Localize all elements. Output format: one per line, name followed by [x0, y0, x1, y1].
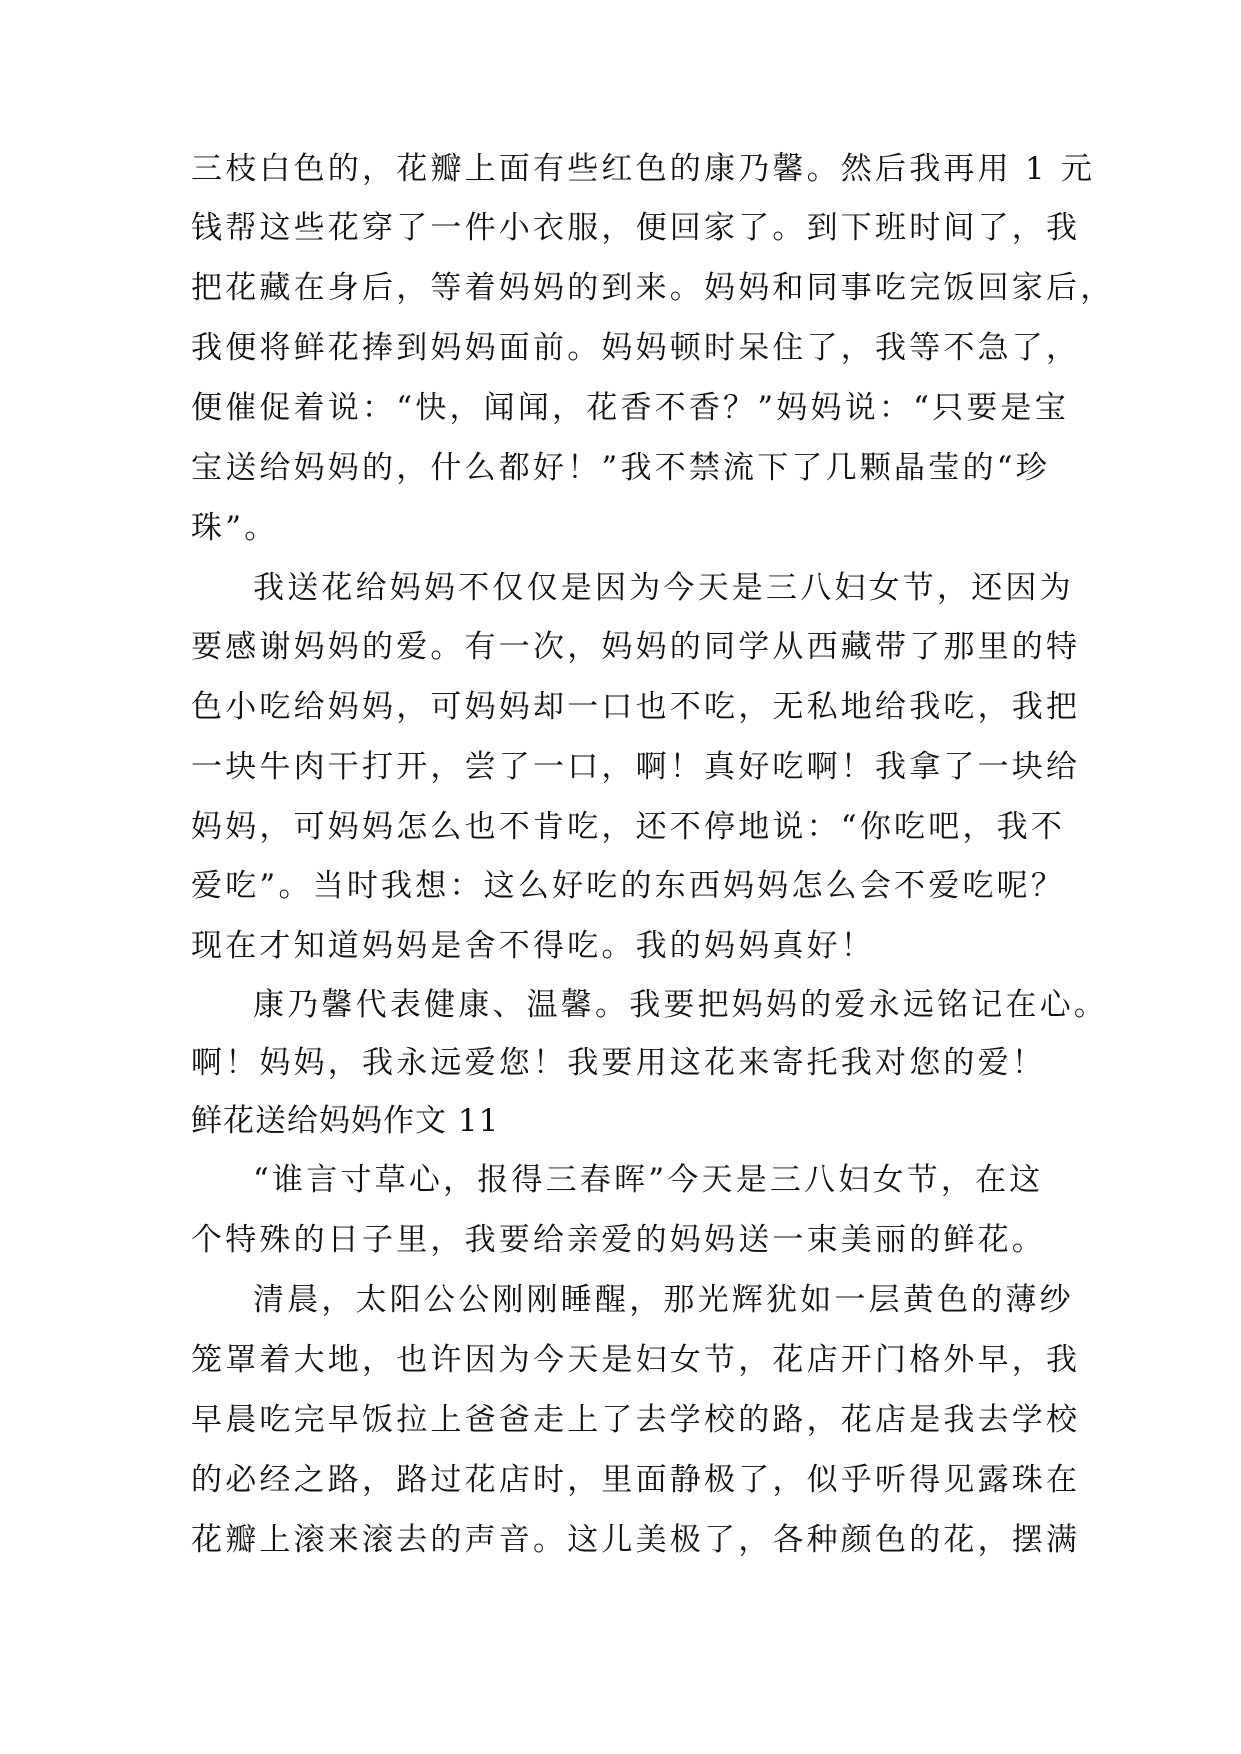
text-line: 的必经之路，路过花店时，里面静极了，似乎听得见露珠在 [191, 1462, 1081, 1498]
section-title: 鲜花送给妈妈作文 11 [191, 1103, 500, 1139]
text-line: 我便将鲜花捧到妈妈面前。妈妈顿时呆住了，我等不急了， [191, 330, 1081, 366]
text-line: 一块牛肉干打开，尝了一口，啊！真好吃啊！我拿了一块给 [191, 749, 1081, 785]
text-line: 钱帮这些花穿了一件小衣服，便回家了。到下班时间了，我 [191, 210, 1081, 246]
paragraph-first-line: “谁言寸草心，报得三春晖”今天是三八妇女节，在这 [253, 1162, 1044, 1198]
text-line: 便催促着说：“快，闻闻，花香不香？”妈妈说：“只要是宝 [191, 390, 1069, 426]
text-line: 三枝白色的，花瓣上面有些红色的康乃馨。然后我再用 1 元 [191, 151, 1096, 187]
text-line: 要感谢妈妈的爱。有一次，妈妈的同学从西藏带了那里的特 [191, 629, 1081, 665]
text-line: 妈妈，可妈妈怎么也不肯吃，还不停地说：“你吃吧，我不 [191, 809, 1066, 845]
text-line: 色小吃给妈妈，可妈妈却一口也不吃，无私地给我吃，我把 [191, 689, 1081, 725]
text-line: 宝送给妈妈的，什么都好！”我不禁流下了几颗晶莹的“珍 [191, 450, 1050, 486]
paragraph-first-line: 清晨，太阳公公刚刚睡醒，那光辉犹如一层黄色的薄纱 [253, 1282, 1074, 1318]
text-line: 笼罩着大地，也许因为今天是妇女节，花店开门格外早，我 [191, 1342, 1081, 1378]
text-line: 啊！妈妈，我永远爱您！我要用这花来寄托我对您的爱！ [191, 1045, 1046, 1081]
paragraph-first-line: 康乃馨代表健康、温馨。我要把妈妈的爱永远铭记在心。 [253, 987, 1108, 1023]
text-line: 个特殊的日子里，我要给亲爱的妈妈送一束美丽的鲜花。 [191, 1222, 1046, 1258]
text-line: 爱吃”。当时我想：这么好吃的东西妈妈怎么会不爱吃呢？ [191, 868, 1066, 904]
text-line: 花瓣上滚来滚去的声音。这儿美极了，各种颜色的花，摆满 [191, 1522, 1081, 1558]
text-line: 早晨吃完早饭拉上爸爸走上了去学校的路，花店是我去学校 [191, 1402, 1081, 1438]
text-line: 珠”。 [191, 510, 279, 546]
text-line: 把花藏在身后，等着妈妈的到来。妈妈和同事吃完饭回家后， [191, 270, 1115, 306]
paragraph-first-line: 我送花给妈妈不仅仅是因为今天是三八妇女节，还因为 [253, 570, 1074, 606]
text-line: 现在才知道妈妈是舍不得吃。我的妈妈真好！ [191, 928, 875, 964]
